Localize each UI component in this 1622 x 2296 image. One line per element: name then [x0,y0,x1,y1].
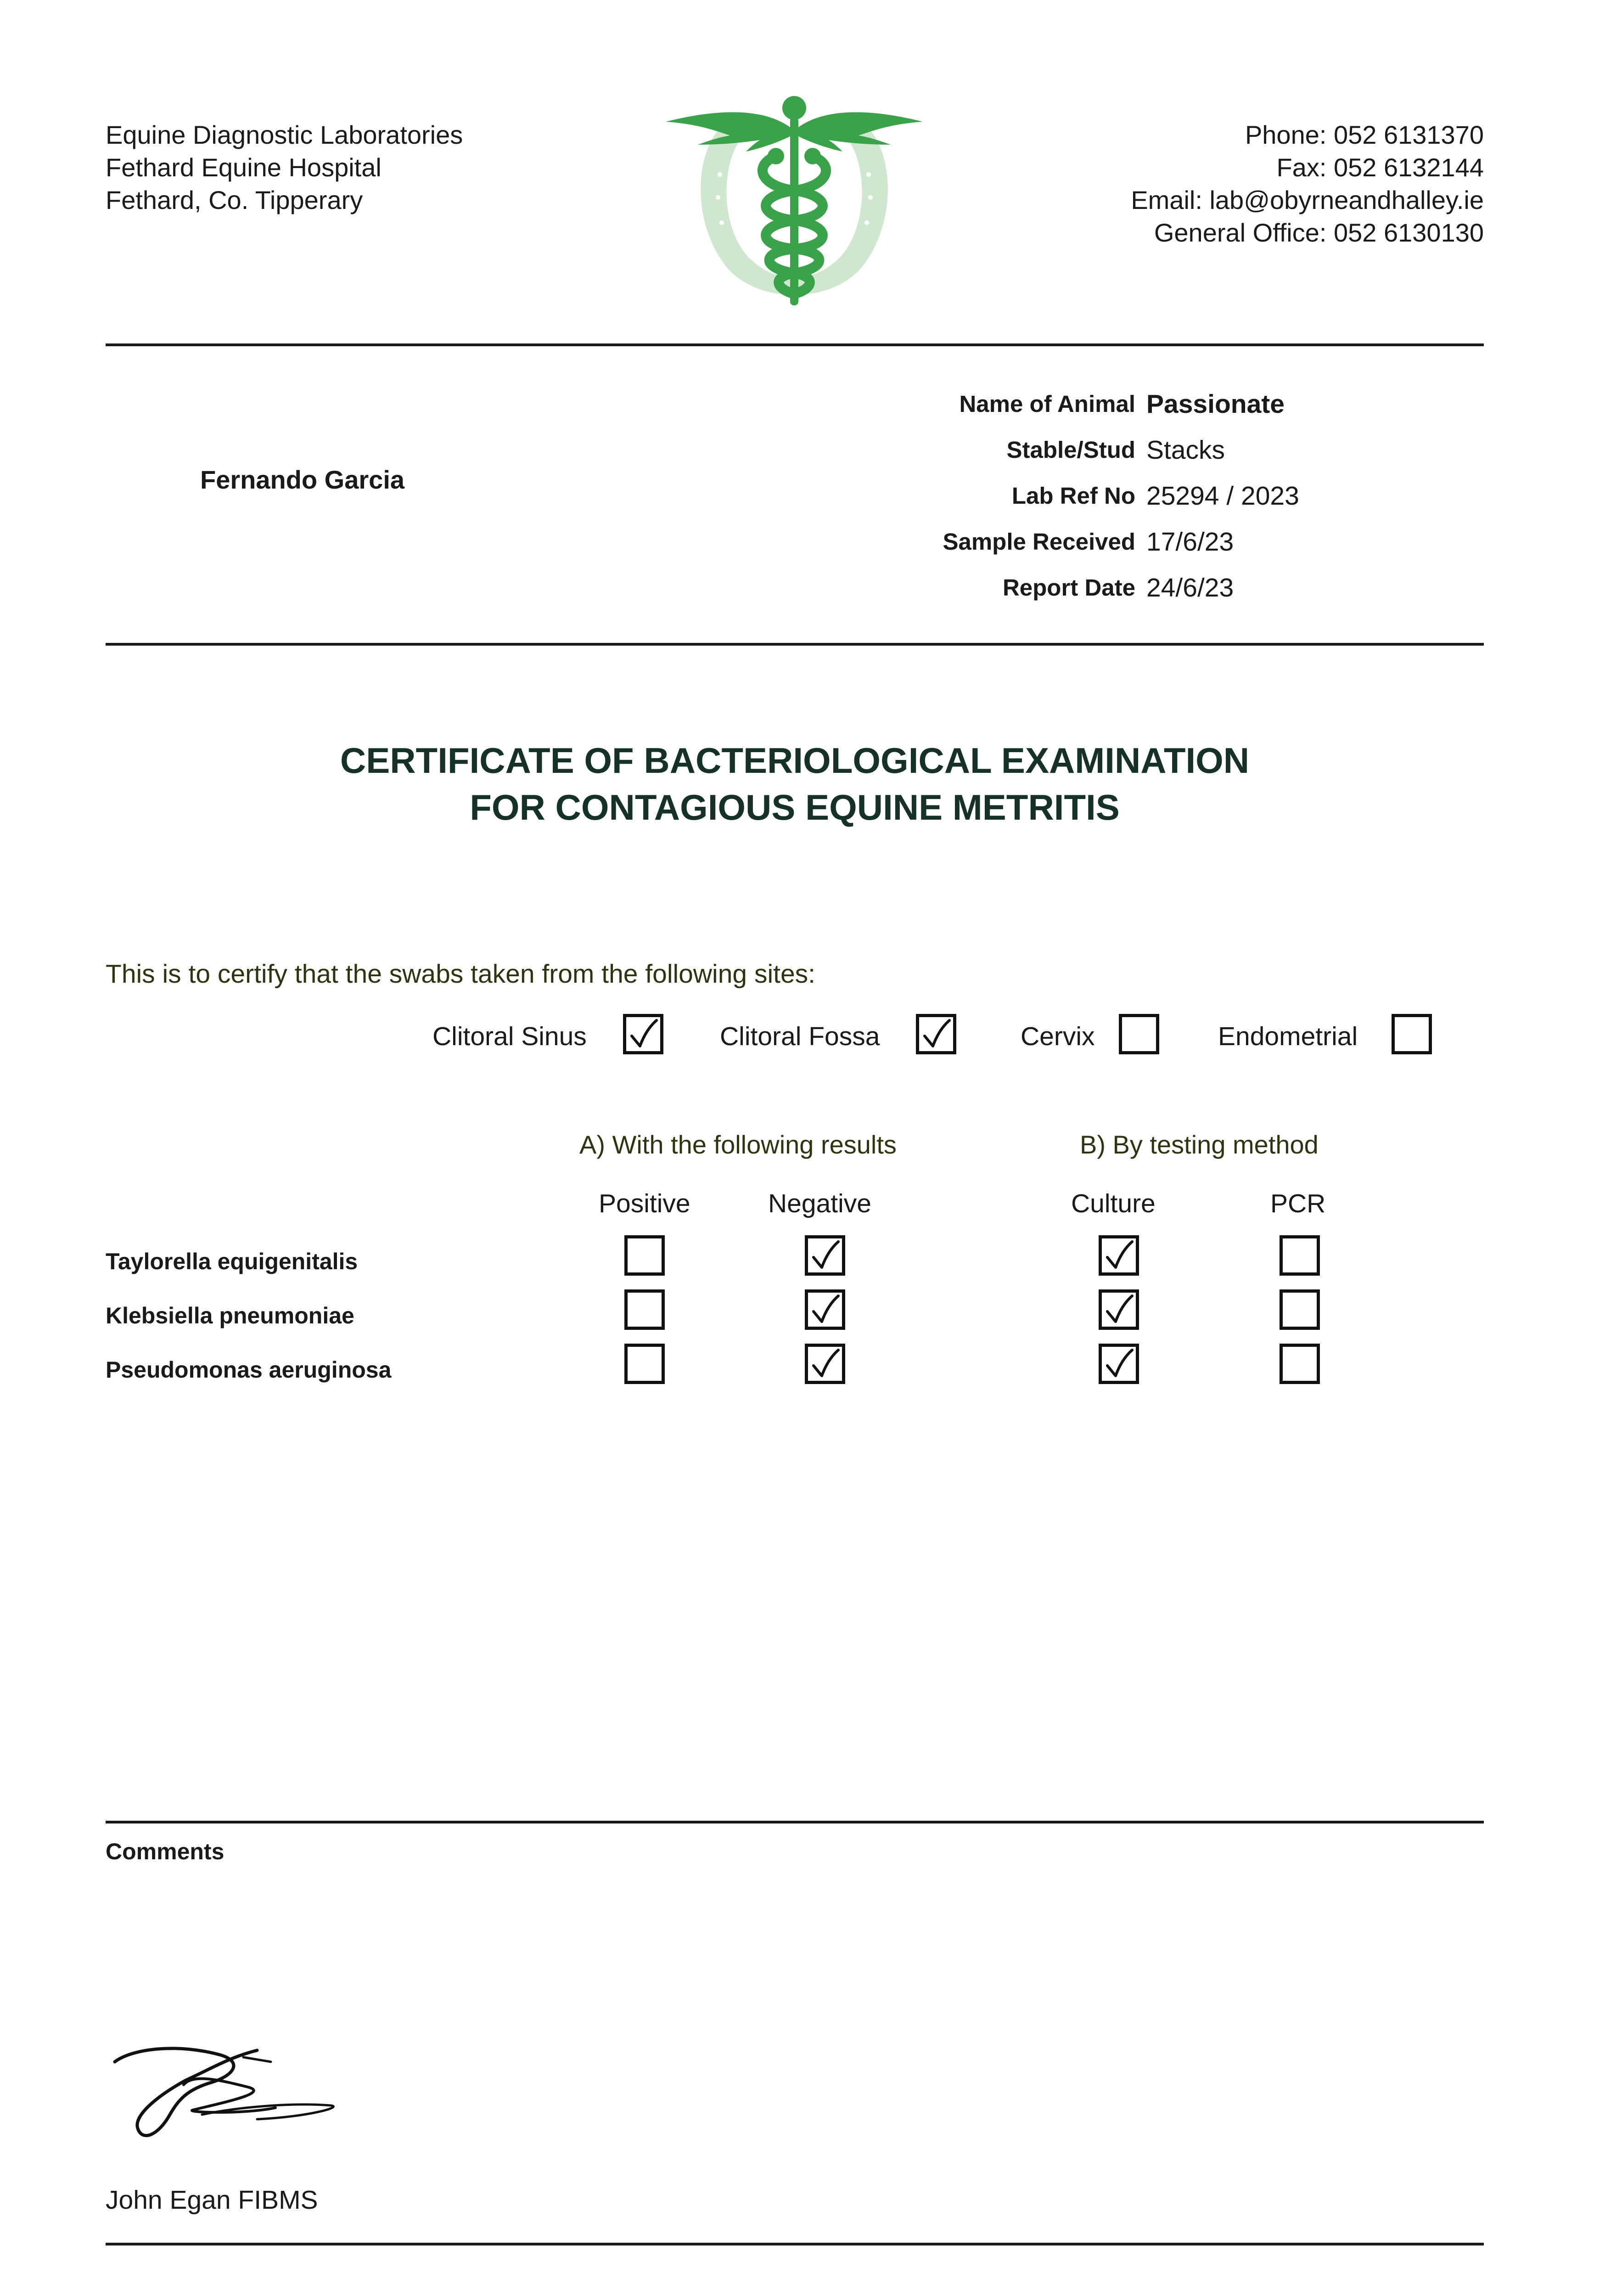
certification-intro: This is to certify that the swabs taken from the following sites: [106,959,815,989]
lab-address [106,118,463,216]
field-name-of-animal [780,381,1331,427]
field-label: Name of Animal [959,391,1135,417]
signature [106,2030,363,2158]
result-checkbox-pcr[interactable] [1280,1235,1320,1276]
checkmark-icon [1103,1293,1135,1326]
contact-phone: Phone: 052 6131370 [1245,120,1484,149]
checkmark-icon [809,1239,841,1272]
site-label-clitoral-sinus: Clitoral Sinus [432,1022,587,1051]
site-label-endometrial: Endometrial [1218,1022,1358,1051]
field-label: Report Date [1002,574,1135,601]
caduceus-horseshoe-icon [661,87,927,312]
field-label: Sample Received [943,529,1135,555]
result-checkbox-culture[interactable] [1099,1344,1139,1384]
site-label-clitoral-fossa: Clitoral Fossa [720,1022,880,1051]
field-lab-ref-no [780,473,1331,519]
section-a-heading: A) With the following results [579,1130,897,1159]
address-line: Fethard Equine Hospital [106,153,382,182]
title-line: CERTIFICATE OF BACTERIOLOGICAL EXAMINATION [340,740,1250,781]
result-checkbox-culture[interactable] [1099,1235,1139,1276]
field-label: Lab Ref No [1011,483,1135,509]
section-b-heading: B) By testing method [1080,1130,1319,1159]
divider [106,2243,1484,2245]
site-label-cervix: Cervix [1021,1022,1095,1051]
address-line: Equine Diagnostic Laboratories [106,120,463,149]
result-checkbox-positive[interactable] [624,1235,665,1276]
field-value: Passionate [1146,389,1285,419]
checkmark-icon [1103,1347,1135,1380]
column-negative: Negative [768,1189,871,1218]
result-checkbox-negative[interactable] [805,1289,845,1330]
site-checkbox-endometrial[interactable] [1392,1014,1432,1054]
column-positive: Positive [599,1189,690,1218]
divider [106,1821,1484,1823]
result-checkbox-positive[interactable] [624,1289,665,1330]
result-checkbox-culture[interactable] [1099,1289,1139,1330]
result-checkbox-pcr[interactable] [1280,1289,1320,1330]
title-line: FOR CONTAGIOUS EQUINE METRITIS [470,787,1120,827]
field-value: 25294 / 2023 [1146,481,1299,511]
signer-name: John Egan FIBMS [106,2185,318,2215]
organism-name: Pseudomonas aeruginosa [106,1357,392,1383]
comments-label: Comments [106,1839,224,1864]
field-value: 24/6/23 [1146,573,1234,602]
checkmark-icon [809,1347,841,1380]
checkmark-icon [920,1018,952,1051]
site-checkbox-cervix[interactable] [1119,1014,1159,1054]
result-checkbox-positive[interactable] [624,1344,665,1384]
address-line: Fethard, Co. Tipperary [106,186,363,214]
field-stable-stud [780,427,1331,473]
field-sample-received [780,519,1331,565]
checkmark-icon [627,1018,659,1051]
contact-fax: Fax: 052 6132144 [1276,153,1484,182]
organism-name: Klebsiella pneumoniae [106,1303,354,1328]
contact-email: Email: lab@obyrneandhalley.ie [1131,186,1484,214]
organism-name: Taylorella equigenitalis [106,1249,358,1274]
result-checkbox-negative[interactable] [805,1235,845,1276]
field-value: 17/6/23 [1146,527,1234,557]
certificate-title [106,737,1484,831]
checkmark-icon [1103,1239,1135,1272]
contact-general-office: General Office: 052 6130130 [1154,218,1484,247]
checkmark-icon [809,1293,841,1326]
result-checkbox-negative[interactable] [805,1344,845,1384]
site-checkbox-clitoral-sinus[interactable] [623,1014,663,1054]
divider [106,343,1484,346]
column-culture: Culture [1071,1189,1156,1218]
divider [106,643,1484,646]
field-value: Stacks [1146,435,1225,465]
site-checkbox-clitoral-fossa[interactable] [916,1014,956,1054]
column-pcr: PCR [1270,1189,1326,1218]
lab-contact [1131,118,1484,249]
result-checkbox-pcr[interactable] [1280,1344,1320,1384]
field-label: Stable/Stud [1006,437,1135,463]
field-report-date [780,565,1331,611]
owner-name: Fernando Garcia [200,465,405,494]
